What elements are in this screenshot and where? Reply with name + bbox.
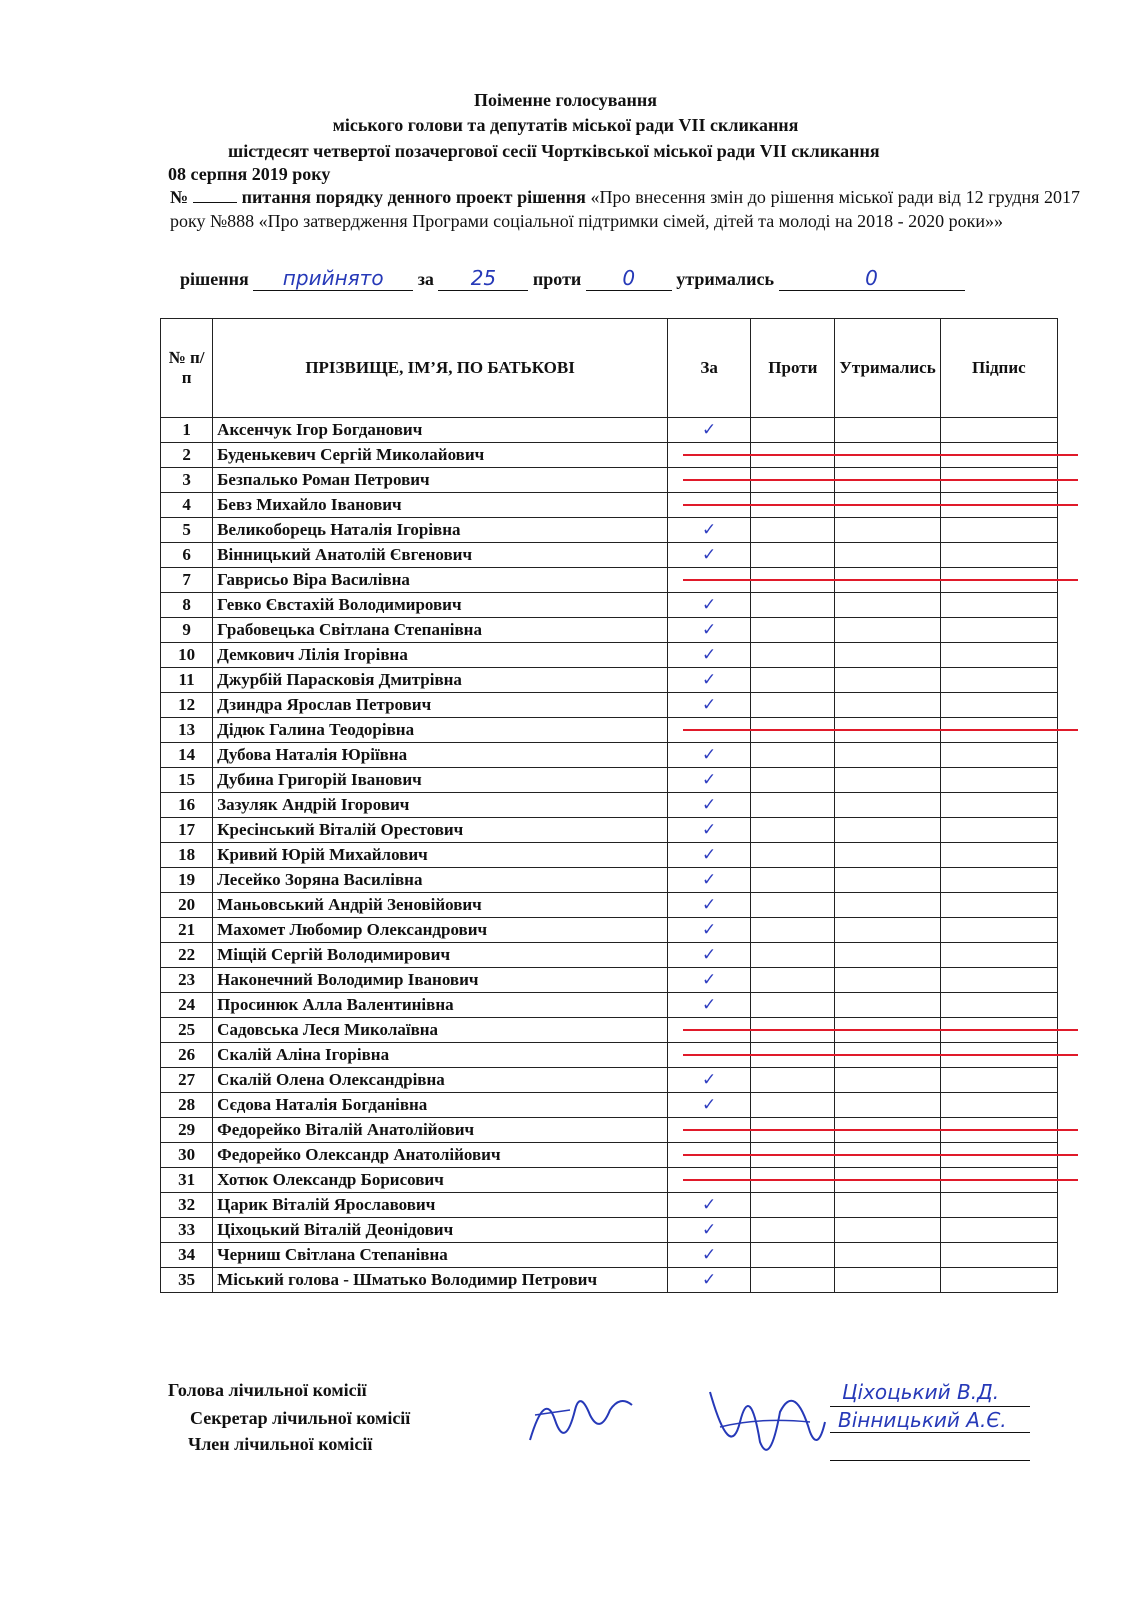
row-name: Царик Віталій Ярославович <box>213 1193 668 1218</box>
table-row <box>161 1093 1058 1118</box>
row-name: Міщій Сергій Володимирович <box>213 943 668 968</box>
row-num: 14 <box>161 743 213 768</box>
table-row <box>161 968 1058 993</box>
row-signature <box>940 918 1057 943</box>
row-signature <box>940 768 1057 793</box>
row-against <box>751 618 835 643</box>
row-abstain <box>835 743 940 768</box>
row-for: ✓ <box>668 768 751 793</box>
row-signature <box>940 993 1057 1018</box>
row-signature <box>940 1068 1057 1093</box>
row-num: 33 <box>161 1218 213 1243</box>
row-num: 1 <box>161 418 213 443</box>
row-signature <box>940 693 1057 718</box>
row-name: Безпалько Роман Петрович <box>213 468 668 493</box>
row-name: Бевз Михайло Іванович <box>213 493 668 518</box>
row-signature <box>940 843 1057 868</box>
table-row <box>161 893 1058 918</box>
row-abstain <box>835 543 940 568</box>
row-num: 16 <box>161 793 213 818</box>
row-num: 32 <box>161 1193 213 1218</box>
row-num: 4 <box>161 493 213 518</box>
row-signature <box>940 1243 1057 1268</box>
vote-table-body <box>161 418 1058 1293</box>
table-row <box>161 1218 1058 1243</box>
absence-strike-line <box>683 1129 1078 1131</box>
row-for: ✓ <box>668 1068 751 1093</box>
row-against <box>751 793 835 818</box>
row-abstain <box>835 943 940 968</box>
row-num: 13 <box>161 718 213 743</box>
header-for: За <box>668 319 751 418</box>
row-num: 34 <box>161 1243 213 1268</box>
row-for: ✓ <box>668 868 751 893</box>
row-signature <box>940 893 1057 918</box>
absence-strike-line <box>683 1054 1078 1056</box>
row-against <box>751 1218 835 1243</box>
row-for: ✓ <box>668 818 751 843</box>
absence-strike-line <box>683 454 1078 456</box>
table-row <box>161 643 1058 668</box>
table-row <box>161 768 1058 793</box>
row-against <box>751 843 835 868</box>
table-row <box>161 668 1058 693</box>
row-against <box>751 668 835 693</box>
row-against <box>751 868 835 893</box>
row-abstain <box>835 593 940 618</box>
commission-secretary-label: Секретар лічильної комісії <box>190 1408 411 1428</box>
row-abstain <box>835 993 940 1018</box>
row-against <box>751 818 835 843</box>
item-number-blank <box>193 188 237 203</box>
table-row <box>161 693 1058 718</box>
row-name: Скалій Олена Олександрівна <box>213 1068 668 1093</box>
row-for: ✓ <box>668 793 751 818</box>
secretary-signature-line <box>830 1432 1030 1433</box>
row-abstain <box>835 1243 940 1268</box>
row-against <box>751 1093 835 1118</box>
vote-table <box>160 318 1058 1293</box>
row-num: 7 <box>161 568 213 593</box>
row-signature <box>940 418 1057 443</box>
row-num: 15 <box>161 768 213 793</box>
row-name: Буденькевич Сергій Миколайович <box>213 443 668 468</box>
row-signature <box>940 943 1057 968</box>
row-against <box>751 918 835 943</box>
row-against <box>751 418 835 443</box>
row-signature <box>940 618 1057 643</box>
row-signature <box>940 818 1057 843</box>
row-abstain <box>835 793 940 818</box>
row-num: 8 <box>161 593 213 618</box>
row-num: 24 <box>161 993 213 1018</box>
table-row <box>161 1268 1058 1293</box>
table-row <box>161 793 1058 818</box>
row-abstain <box>835 518 940 543</box>
row-for: ✓ <box>668 418 751 443</box>
row-signature <box>940 668 1057 693</box>
row-name: Дубина Григорій Іванович <box>213 768 668 793</box>
row-abstain <box>835 918 940 943</box>
row-abstain <box>835 668 940 693</box>
row-name: Федорейко Олександр Анатолійович <box>213 1143 668 1168</box>
row-for: ✓ <box>668 943 751 968</box>
decision-label: рішення <box>180 269 249 289</box>
row-against <box>751 893 835 918</box>
row-for: ✓ <box>668 1193 751 1218</box>
row-num: 9 <box>161 618 213 643</box>
absence-strike-line <box>683 1179 1078 1181</box>
row-against <box>751 768 835 793</box>
table-header-row <box>161 319 1058 418</box>
handwritten-signature <box>700 1372 830 1472</box>
row-num: 28 <box>161 1093 213 1118</box>
session-name: шістдесят четвертої позачергової сесії Чортківської міської ради VII скликання <box>228 141 880 161</box>
row-num: 18 <box>161 843 213 868</box>
agenda-item <box>170 185 1080 233</box>
header-abstain: Утримались <box>835 319 940 418</box>
secretary-handwritten-name: Вінницький А.Є. <box>838 1408 1007 1432</box>
row-signature <box>940 543 1057 568</box>
vote-result <box>180 268 965 291</box>
row-name: Дідюк Галина Теодорівна <box>213 718 668 743</box>
row-num: 17 <box>161 818 213 843</box>
row-name: Скалій Аліна Ігорівна <box>213 1043 668 1068</box>
row-signature <box>940 518 1057 543</box>
row-num: 27 <box>161 1068 213 1093</box>
row-against <box>751 993 835 1018</box>
table-row <box>161 1068 1058 1093</box>
row-num: 10 <box>161 643 213 668</box>
table-row <box>161 418 1058 443</box>
row-against <box>751 1268 835 1293</box>
row-name: Вінницький Анатолій Євгенович <box>213 543 668 568</box>
row-num: 35 <box>161 1268 213 1293</box>
row-num: 21 <box>161 918 213 943</box>
header-signature: Підпис <box>940 319 1057 418</box>
row-against <box>751 943 835 968</box>
row-name: Лесейко Зоряна Василівна <box>213 868 668 893</box>
row-for: ✓ <box>668 918 751 943</box>
against-count: 0 <box>586 268 672 291</box>
absence-strike-line <box>683 479 1078 481</box>
handwritten-signature <box>520 1380 640 1460</box>
member-signature-line <box>830 1460 1030 1461</box>
row-abstain <box>835 868 940 893</box>
commission-member-label: Член лічильної комісії <box>188 1434 373 1454</box>
abstain-label: утримались <box>676 269 774 289</box>
row-against <box>751 743 835 768</box>
row-abstain <box>835 1093 940 1118</box>
row-name: Наконечний Володимир Іванович <box>213 968 668 993</box>
row-for: ✓ <box>668 643 751 668</box>
row-num: 22 <box>161 943 213 968</box>
row-for: ✓ <box>668 1243 751 1268</box>
doc-subtitle: міського голови та депутатів міської ради VII скликання <box>332 115 799 135</box>
row-abstain <box>835 418 940 443</box>
row-for: ✓ <box>668 593 751 618</box>
row-signature <box>940 968 1057 993</box>
row-num: 3 <box>161 468 213 493</box>
table-row <box>161 843 1058 868</box>
row-num: 31 <box>161 1168 213 1193</box>
row-signature <box>940 743 1057 768</box>
row-abstain <box>835 768 940 793</box>
row-signature <box>940 1268 1057 1293</box>
row-name: Дубова Наталія Юріївна <box>213 743 668 768</box>
table-row <box>161 1193 1058 1218</box>
doc-title: Поіменне голосування <box>473 90 658 110</box>
row-name: Ціхоцький Віталій Деонідович <box>213 1218 668 1243</box>
row-name: Демкович Лілія Ігорівна <box>213 643 668 668</box>
table-row <box>161 743 1058 768</box>
row-against <box>751 1068 835 1093</box>
row-name: Просинюк Алла Валентинівна <box>213 993 668 1018</box>
table-row <box>161 618 1058 643</box>
row-num: 2 <box>161 443 213 468</box>
row-signature <box>940 1193 1057 1218</box>
table-row <box>161 593 1058 618</box>
row-name: Кресінський Віталій Орестович <box>213 818 668 843</box>
row-abstain <box>835 618 940 643</box>
absence-strike-line <box>683 1154 1078 1156</box>
row-against <box>751 518 835 543</box>
row-num: 11 <box>161 668 213 693</box>
decision-value: прийнято <box>253 268 413 291</box>
table-row <box>161 1243 1058 1268</box>
header-name: ПРІЗВИЩЕ, ІМ’Я, ПО БАТЬКОВІ <box>213 319 668 418</box>
row-name: Сєдова Наталія Богданівна <box>213 1093 668 1118</box>
row-signature <box>940 868 1057 893</box>
table-row <box>161 518 1058 543</box>
table-row <box>161 543 1058 568</box>
row-name: Гаврисьо Віра Василівна <box>213 568 668 593</box>
row-name: Міський голова - Шматько Володимир Петрович <box>213 1268 668 1293</box>
table-row <box>161 943 1058 968</box>
abstain-count: 0 <box>779 268 965 291</box>
row-signature <box>940 643 1057 668</box>
row-against <box>751 643 835 668</box>
row-num: 26 <box>161 1043 213 1068</box>
against-label: проти <box>532 269 582 289</box>
row-signature <box>940 593 1057 618</box>
session-date: 08 серпня 2019 року <box>168 164 331 184</box>
row-abstain <box>835 693 940 718</box>
row-num: 25 <box>161 1018 213 1043</box>
row-num: 19 <box>161 868 213 893</box>
for-label: за <box>417 269 434 289</box>
row-for: ✓ <box>668 843 751 868</box>
absence-strike-line <box>683 579 1078 581</box>
row-abstain <box>835 818 940 843</box>
item-label: питання порядку денного проект рішення <box>241 187 586 207</box>
row-against <box>751 1243 835 1268</box>
row-name: Маньовський Андрій Зеновійович <box>213 893 668 918</box>
row-name: Зазуляк Андрій Ігорович <box>213 793 668 818</box>
row-name: Аксенчук Ігор Богданович <box>213 418 668 443</box>
row-for: ✓ <box>668 993 751 1018</box>
item-number-label: № <box>170 187 189 207</box>
row-name: Садовська Леся Миколаївна <box>213 1018 668 1043</box>
row-for: ✓ <box>668 618 751 643</box>
header-num: № п/п <box>161 319 213 418</box>
row-for: ✓ <box>668 1268 751 1293</box>
row-abstain <box>835 1068 940 1093</box>
row-name: Федорейко Віталій Анатолійович <box>213 1118 668 1143</box>
row-for: ✓ <box>668 668 751 693</box>
table-row <box>161 818 1058 843</box>
row-name: Джурбій Парасковія Дмитрівна <box>213 668 668 693</box>
table-row <box>161 993 1058 1018</box>
row-abstain <box>835 1268 940 1293</box>
row-num: 29 <box>161 1118 213 1143</box>
row-abstain <box>835 893 940 918</box>
absence-strike-line <box>683 1029 1078 1031</box>
chair-handwritten-name: Ціхоцький В.Д. <box>842 1380 1000 1404</box>
row-signature <box>940 793 1057 818</box>
row-name: Великоборець Наталія Ігорівна <box>213 518 668 543</box>
row-name: Кривий Юрій Михайлович <box>213 843 668 868</box>
row-for: ✓ <box>668 543 751 568</box>
row-abstain <box>835 968 940 993</box>
header-against: Проти <box>751 319 835 418</box>
row-for: ✓ <box>668 1093 751 1118</box>
row-num: 23 <box>161 968 213 993</box>
for-count: 25 <box>438 268 528 291</box>
row-against <box>751 968 835 993</box>
row-abstain <box>835 1218 940 1243</box>
row-against <box>751 693 835 718</box>
row-abstain <box>835 843 940 868</box>
row-signature <box>940 1218 1057 1243</box>
row-against <box>751 1193 835 1218</box>
row-num: 12 <box>161 693 213 718</box>
row-against <box>751 593 835 618</box>
row-num: 6 <box>161 543 213 568</box>
row-name: Хотюк Олександр Борисович <box>213 1168 668 1193</box>
absence-strike-line <box>683 729 1078 731</box>
row-name: Махомет Любомир Олександрович <box>213 918 668 943</box>
commission-chair-label: Голова лічильної комісії <box>168 1380 367 1400</box>
row-abstain <box>835 1193 940 1218</box>
row-name: Гевко Євстахій Володимирович <box>213 593 668 618</box>
table-row <box>161 918 1058 943</box>
row-for: ✓ <box>668 893 751 918</box>
row-num: 30 <box>161 1143 213 1168</box>
row-num: 20 <box>161 893 213 918</box>
absence-strike-line <box>683 504 1078 506</box>
item-text: «Про внесення змін до рішення міської ради від 12 грудня 2017 року №888 «Про затвердження Програми соціальної підтримки сімей, дітей та молоді на 2018 - 2020 роки»» <box>170 187 1081 231</box>
chair-signature-line <box>830 1406 1030 1407</box>
row-for: ✓ <box>668 968 751 993</box>
row-name: Грабовецька Світлана Степанівна <box>213 618 668 643</box>
row-for: ✓ <box>668 743 751 768</box>
row-name: Черниш Світлана Степанівна <box>213 1243 668 1268</box>
row-abstain <box>835 643 940 668</box>
row-num: 5 <box>161 518 213 543</box>
row-for: ✓ <box>668 693 751 718</box>
table-row <box>161 868 1058 893</box>
row-against <box>751 543 835 568</box>
row-signature <box>940 1093 1057 1118</box>
row-name: Дзиндра Ярослав Петрович <box>213 693 668 718</box>
row-for: ✓ <box>668 1218 751 1243</box>
row-for: ✓ <box>668 518 751 543</box>
